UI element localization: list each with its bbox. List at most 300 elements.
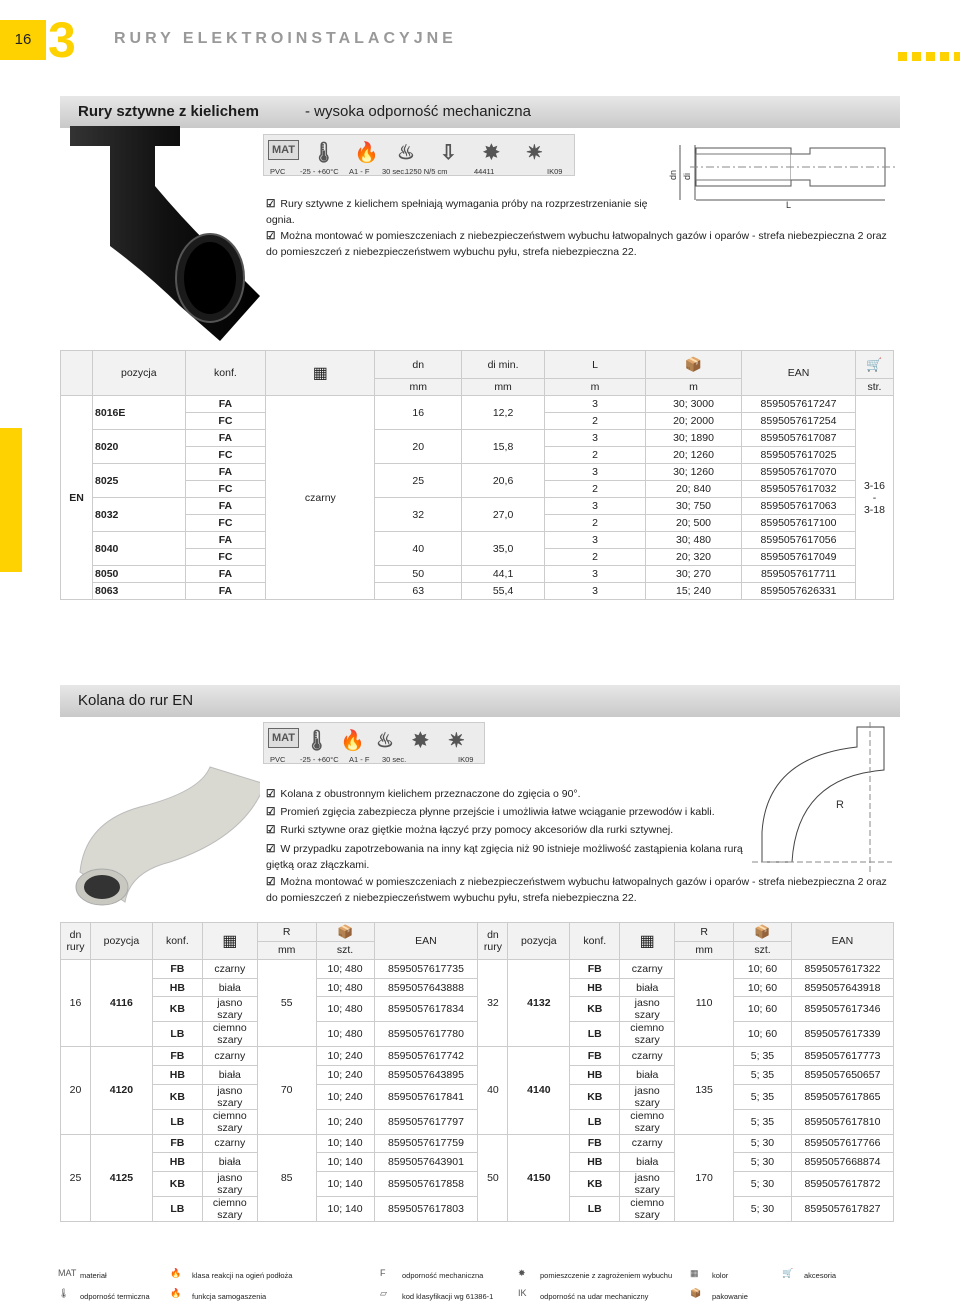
check-icon: ☑ <box>266 806 276 818</box>
color-cell: czarny <box>202 960 257 979</box>
table-row <box>61 1084 894 1109</box>
check-icon: ☑ <box>266 876 276 888</box>
section1-title: Rury sztywne z kielichem <box>78 103 259 120</box>
di-cell: 55,4 <box>462 583 545 600</box>
pipe-drawing <box>660 140 900 210</box>
config-cell: HB <box>152 1065 202 1084</box>
pipe-end <box>170 228 250 338</box>
bullet-item: ☑ Promień zgięcia zabezpiecza płynne przejście i umożliwia łatwe wciąganie przewodów i kabli. <box>266 806 715 818</box>
package-cell: 30; 270 <box>645 566 741 583</box>
length-cell: 3 <box>545 464 646 481</box>
ean-cell: 8595057617346 <box>791 997 893 1022</box>
length-label: L <box>786 200 792 210</box>
legend-label: kod klasyfikacji wg 61386-1 <box>402 1292 494 1301</box>
color-cell: biała <box>620 978 675 997</box>
package-cell: 5; 30 <box>734 1196 792 1221</box>
section-band <box>60 685 900 717</box>
length-cell: 3 <box>545 566 646 583</box>
color-icon: ▦ <box>312 365 328 382</box>
ean-cell: 8595057617780 <box>374 1022 478 1047</box>
ean-cell: 8595057617858 <box>374 1171 478 1196</box>
config-cell: KB <box>570 1171 620 1196</box>
table-row <box>61 396 894 413</box>
ean-cell: 8595057617322 <box>791 960 893 979</box>
color-cell: czarny <box>620 960 675 979</box>
length-cell: 2 <box>545 481 646 498</box>
header-square <box>954 52 960 61</box>
config-cell: FC <box>185 413 266 430</box>
position-cell: 8016E <box>93 396 186 430</box>
config-cell: LB <box>570 1022 620 1047</box>
legend-icon: ▱ <box>380 1288 387 1298</box>
dn-cell: 16 <box>61 960 91 1047</box>
header-square <box>898 52 907 61</box>
col-header: dn rury <box>478 923 508 960</box>
di-cell: 20,6 <box>462 464 545 498</box>
ean-cell: 8595057617810 <box>791 1109 893 1134</box>
table-row <box>61 464 894 481</box>
color-cell: ciemno szary <box>620 1022 675 1047</box>
package-cell: 10; 60 <box>734 1022 792 1047</box>
thermometer-icon: 🌡 <box>311 142 337 164</box>
ean-cell: 8595057617025 <box>742 447 856 464</box>
config-cell: LB <box>570 1196 620 1221</box>
config-cell: KB <box>152 997 202 1022</box>
color-cell: biała <box>620 1065 675 1084</box>
flame-self-extinguish-icon: ♨ <box>397 142 415 164</box>
position-cell: 4140 <box>508 1047 570 1134</box>
length-cell: 2 <box>545 549 646 566</box>
ean-cell: 8595057643918 <box>791 978 893 997</box>
icon-caption: IK09 <box>458 755 474 764</box>
col-header: L <box>545 351 646 379</box>
ean-cell: 8595057617827 <box>791 1196 893 1221</box>
position-cell: 4125 <box>90 1134 152 1221</box>
radius-cell: 135 <box>675 1047 734 1134</box>
bullet-item: ☑ W przypadku zapotrzebowania na inny kąt zgięcia niż 90 istnieje możliwość zastąpienia kolana rurą giętką oraz złączkami. <box>266 843 743 871</box>
col-header: konf. <box>570 923 620 960</box>
icon-caption: 44411 <box>474 167 495 176</box>
color-cell: jasno szary <box>202 1084 257 1109</box>
legend-label: pakowanie <box>712 1292 748 1301</box>
color-cell: czarny <box>620 1134 675 1153</box>
col-header: EAN <box>374 923 478 960</box>
check-icon: ☑ <box>266 843 276 855</box>
package-cell: 20; 320 <box>645 549 741 566</box>
dn-cell: 32 <box>375 498 462 532</box>
position-cell: 8020 <box>93 430 186 464</box>
ean-cell: 8595057617049 <box>742 549 856 566</box>
position-cell: 4132 <box>508 960 570 1047</box>
config-cell: FA <box>185 532 266 549</box>
package-cell: 5; 35 <box>734 1109 792 1134</box>
box-icon: 📦 <box>684 356 703 372</box>
ean-cell: 8595057617766 <box>791 1134 893 1153</box>
table-row <box>61 997 894 1022</box>
section-sidebar <box>0 428 22 572</box>
color-cell: biała <box>202 1065 257 1084</box>
position-cell: 8050 <box>93 566 186 583</box>
ean-cell: 8595057617056 <box>742 532 856 549</box>
package-cell: 30; 1260 <box>645 464 741 481</box>
package-cell: 15; 240 <box>645 583 741 600</box>
package-cell: 10; 240 <box>316 1047 374 1066</box>
radius-cell: 70 <box>257 1047 316 1134</box>
config-cell: KB <box>152 1171 202 1196</box>
legend-label: klasa reakcji na ogień podłoża <box>192 1271 293 1280</box>
color-cell: czarny <box>202 1047 257 1066</box>
bullet-item: ☑ Można montować w pomieszczeniach z niebezpieczeństwem wybuchu łatwopalnych gazów i oparów - strefa niebezpieczna 2 oraz do pomieszczeń z niebezpieczeństwem wybuchu pyłu, strefa niebezpieczna 22. <box>266 876 887 904</box>
position-cell: 4150 <box>508 1134 570 1221</box>
ean-cell: 8595057643895 <box>374 1065 478 1084</box>
ean-cell: 8595057643888 <box>374 978 478 997</box>
color-cell: biała <box>202 978 257 997</box>
ean-cell: 8595057617063 <box>742 498 856 515</box>
unit-header: mm <box>675 941 734 960</box>
col-header: dn <box>375 351 462 379</box>
length-cell: 3 <box>545 498 646 515</box>
mat-icon: MAT <box>268 728 299 748</box>
section1-subtitle: - wysoka odporność mechaniczna <box>305 103 531 120</box>
bullet-item: ☑ Można montować w pomieszczeniach z niebezpieczeństwem wybuchu łatwopalnych gazów i oparów - strefa niebezpieczna 2 oraz do pomieszczeń z niebezpieczeństwem wybuchu pyłu, strefa niebezpieczna 22. <box>266 230 887 258</box>
table-row <box>61 960 894 979</box>
config-cell: HB <box>570 1065 620 1084</box>
package-cell: 10; 240 <box>316 1065 374 1084</box>
legend-label: odporność termiczna <box>80 1292 150 1301</box>
ean-cell: 8595057617100 <box>742 515 856 532</box>
package-cell: 5; 30 <box>734 1134 792 1153</box>
length-cell: 2 <box>545 447 646 464</box>
ean-cell: 8595057617773 <box>791 1047 893 1066</box>
package-cell: 10; 240 <box>316 1084 374 1109</box>
config-cell: LB <box>152 1022 202 1047</box>
package-cell: 20; 840 <box>645 481 741 498</box>
mat-icon: MAT <box>268 140 299 160</box>
config-cell: KB <box>570 997 620 1022</box>
check-icon: ☑ <box>266 824 276 836</box>
header-square <box>912 52 921 61</box>
color-cell: ciemno szary <box>202 1196 257 1221</box>
config-cell: FB <box>152 1047 202 1066</box>
config-cell: HB <box>570 1153 620 1172</box>
table-row <box>61 532 894 549</box>
color-cell: czarny <box>266 396 375 600</box>
icon-caption: 30 sec. <box>382 755 407 764</box>
col-header: R <box>257 923 316 942</box>
ean-cell: 8595057617735 <box>374 960 478 979</box>
length-cell: 3 <box>545 532 646 549</box>
col-header: R <box>675 923 734 942</box>
package-cell: 10; 140 <box>316 1171 374 1196</box>
col-header: EAN <box>742 351 856 396</box>
package-cell: 5; 30 <box>734 1153 792 1172</box>
ean-cell: 8595057617759 <box>374 1134 478 1153</box>
package-cell: 5; 30 <box>734 1171 792 1196</box>
color-cell: jasno szary <box>620 1171 675 1196</box>
package-cell: 10; 240 <box>316 1109 374 1134</box>
package-cell: 10; 480 <box>316 1022 374 1047</box>
legend-label: odporność mechaniczna <box>402 1271 484 1280</box>
di-cell: 27,0 <box>462 498 545 532</box>
table-row <box>61 583 894 600</box>
dn-cell: 16 <box>375 396 462 430</box>
table-row <box>61 430 894 447</box>
icon-caption: PVC <box>270 167 286 176</box>
chapter-number: 3 <box>48 12 76 68</box>
table-row <box>61 1047 894 1066</box>
box-icon: 📦 <box>336 923 354 939</box>
unit-header: m <box>545 379 646 396</box>
config-cell: LB <box>570 1109 620 1134</box>
legend-icon: ▦ <box>690 1268 699 1278</box>
table-row <box>61 1171 894 1196</box>
radius-cell: 170 <box>675 1134 734 1221</box>
col-header: pozycja <box>90 923 152 960</box>
config-cell: FA <box>185 498 266 515</box>
legend-label: odporność na udar mechaniczny <box>540 1292 649 1301</box>
icon-caption: 30 sec. <box>382 167 407 176</box>
legend-icon: MAT <box>58 1268 77 1278</box>
col-header: konf. <box>185 351 266 396</box>
table-row <box>61 566 894 583</box>
radius-cell: 55 <box>257 960 316 1047</box>
position-cell: 8032 <box>93 498 186 532</box>
package-cell: 20; 2000 <box>645 413 741 430</box>
table-row <box>61 1022 894 1047</box>
ean-cell: 8595057617841 <box>374 1084 478 1109</box>
legend-icon: ✸ <box>518 1268 526 1278</box>
dn-cell: 50 <box>375 566 462 583</box>
bullet-item: ☑ Rurki sztywne oraz giętkie można łączyć przy pomocy akcesoriów dla rurki sztywnej. <box>266 824 674 836</box>
table-row <box>61 1109 894 1134</box>
dn-cell: 32 <box>478 960 508 1047</box>
flame-icon: 🔥 <box>340 730 365 752</box>
color-cell: jasno szary <box>620 1084 675 1109</box>
ean-cell: 8595057617742 <box>374 1047 478 1066</box>
ean-cell: 8595057668874 <box>791 1153 893 1172</box>
unit-header: mm <box>257 941 316 960</box>
col-header: di min. <box>462 351 545 379</box>
package-cell: 20; 1260 <box>645 447 741 464</box>
col-header: konf. <box>152 923 202 960</box>
table-row <box>61 1153 894 1172</box>
ean-cell: 8595057617339 <box>791 1022 893 1047</box>
ean-cell: 8595057617803 <box>374 1196 478 1221</box>
ean-cell: 8595057617711 <box>742 566 856 583</box>
package-header <box>316 923 374 942</box>
explosion-icon: ✸ <box>483 142 500 164</box>
legend-label: materiał <box>80 1271 107 1280</box>
config-cell: FA <box>185 566 266 583</box>
elbow-drawing <box>752 722 892 872</box>
di-cell: 12,2 <box>462 396 545 430</box>
section2-title: Kolana do rur EN <box>78 692 194 709</box>
color-icon: ▦ <box>222 933 238 951</box>
ean-cell: 8595057617070 <box>742 464 856 481</box>
config-cell: FB <box>570 960 620 979</box>
dn-cell: 40 <box>478 1047 508 1134</box>
ean-cell: 8595057617865 <box>791 1084 893 1109</box>
config-cell: FC <box>185 515 266 532</box>
config-cell: HB <box>152 1153 202 1172</box>
check-icon: ☑ <box>266 198 276 210</box>
color-cell: czarny <box>202 1134 257 1153</box>
ean-cell: 8595057650657 <box>791 1065 893 1084</box>
package-cell: 10; 140 <box>316 1153 374 1172</box>
color-cell: ciemno szary <box>620 1109 675 1134</box>
package-cell: 5; 35 <box>734 1065 792 1084</box>
position-cell: 4116 <box>90 960 152 1047</box>
impact-icon: ✷ <box>448 730 465 752</box>
legend-icon: 🔥 <box>170 1288 182 1298</box>
section-band <box>60 96 900 128</box>
radius-label: R <box>836 799 844 811</box>
page-number: 16 <box>0 20 46 60</box>
position-cell: 8025 <box>93 464 186 498</box>
bullet-item: ☑ Kolana z obustronnym kielichem przeznaczone do zgięcia o 90°. <box>266 788 581 800</box>
di-cell: 44,1 <box>462 566 545 583</box>
explosion-icon: ✸ <box>412 730 429 752</box>
legend-icon: 🌡 <box>58 1288 70 1298</box>
config-cell: FC <box>185 549 266 566</box>
ean-cell: 8595057617247 <box>742 396 856 413</box>
length-cell: 3 <box>545 583 646 600</box>
pipe-table <box>60 350 894 600</box>
di-cell: 15,8 <box>462 430 545 464</box>
config-cell: HB <box>152 978 202 997</box>
header-square <box>926 52 935 61</box>
ean-cell: 8595057617032 <box>742 481 856 498</box>
ean-cell: 8595057626331 <box>742 583 856 600</box>
box-icon: 📦 <box>754 923 771 939</box>
section-title: RURY ELEKTROINSTALACYJNE <box>114 30 457 47</box>
color-cell: ciemno szary <box>202 1022 257 1047</box>
unit-header: mm <box>375 379 462 396</box>
dn-cell: 40 <box>375 532 462 566</box>
table-row <box>61 978 894 997</box>
icon-caption: PVC <box>270 755 286 764</box>
color-cell: ciemno szary <box>620 1196 675 1221</box>
radius-cell: 85 <box>257 1134 316 1221</box>
flame-icon: 🔥 <box>354 142 379 164</box>
color-header <box>266 351 375 396</box>
config-cell: FB <box>570 1134 620 1153</box>
flame-self-extinguish-icon: ♨ <box>376 730 394 752</box>
dn-cell: 25 <box>61 1134 91 1221</box>
package-cell: 5; 35 <box>734 1047 792 1066</box>
package-cell: 20; 500 <box>645 515 741 532</box>
position-cell: 4120 <box>90 1047 152 1134</box>
table-row <box>61 1065 894 1084</box>
color-cell: ciemno szary <box>202 1109 257 1134</box>
package-cell: 10; 480 <box>316 997 374 1022</box>
color-cell: jasno szary <box>202 997 257 1022</box>
config-cell: FB <box>152 1134 202 1153</box>
icon-caption: IK09 <box>547 167 563 176</box>
package-cell: 10; 140 <box>316 1196 374 1221</box>
elbow-photo <box>60 762 260 922</box>
icon-caption: A1 - F <box>349 167 370 176</box>
package-cell: 30; 1890 <box>645 430 741 447</box>
length-cell: 2 <box>545 413 646 430</box>
legend-icon: 🔥 <box>170 1268 182 1278</box>
config-cell: FB <box>570 1047 620 1066</box>
dn-cell: 63 <box>375 583 462 600</box>
elbow-table <box>60 922 894 1222</box>
color-icon: ▦ <box>639 933 655 951</box>
config-cell: KB <box>570 1084 620 1109</box>
thermometer-icon: 🌡 <box>304 730 330 752</box>
col-header: pozycja <box>508 923 570 960</box>
package-cell: 10; 480 <box>316 978 374 997</box>
ean-cell: 8595057617254 <box>742 413 856 430</box>
package-header <box>734 923 792 942</box>
length-cell: 2 <box>545 515 646 532</box>
config-cell: KB <box>152 1084 202 1109</box>
ean-cell: 8595057643901 <box>374 1153 478 1172</box>
unit-header: mm <box>462 379 545 396</box>
legend-icon: 📦 <box>690 1288 702 1298</box>
dn-cell: 20 <box>61 1047 91 1134</box>
cart-icon: 🛒 <box>866 356 883 372</box>
icon-caption: -25 - +60°C <box>300 167 339 176</box>
package-cell: 10; 60 <box>734 997 792 1022</box>
color-cell: biała <box>202 1153 257 1172</box>
impact-icon: ✷ <box>526 142 543 164</box>
package-cell: 5; 35 <box>734 1084 792 1109</box>
color-cell: czarny <box>620 1047 675 1066</box>
icon-caption: A1 - F <box>349 755 370 764</box>
unit-header: szt. <box>316 941 374 960</box>
legend-label: kolor <box>712 1271 729 1280</box>
package-cell: 10; 480 <box>316 960 374 979</box>
ean-cell: 8595057617087 <box>742 430 856 447</box>
icon-caption: -25 - +60°C <box>300 755 339 764</box>
header-square <box>940 52 949 61</box>
unit-header: str. <box>855 379 893 396</box>
norm-header <box>61 351 93 396</box>
accessory-header <box>855 351 893 379</box>
package-cell: 30; 750 <box>645 498 741 515</box>
package-cell: 30; 480 <box>645 532 741 549</box>
config-cell: FC <box>185 447 266 464</box>
di-label: di <box>682 172 692 180</box>
dn-cell: 50 <box>478 1134 508 1221</box>
col-header: pozycja <box>93 351 186 396</box>
legend-label: pomieszczenie z zagrożeniem wybuchu <box>540 1271 673 1280</box>
table-row <box>61 498 894 515</box>
package-cell: 10; 140 <box>316 1134 374 1153</box>
ean-cell: 8595057617872 <box>791 1171 893 1196</box>
color-cell: jasno szary <box>620 997 675 1022</box>
config-cell: FA <box>185 430 266 447</box>
force-icon: ⇩ <box>440 142 457 164</box>
check-icon: ☑ <box>266 230 276 242</box>
config-cell: FA <box>185 396 266 413</box>
color-cell: jasno szary <box>202 1171 257 1196</box>
config-cell: FA <box>185 464 266 481</box>
di-cell: 35,0 <box>462 532 545 566</box>
unit-header: m <box>645 379 741 396</box>
config-cell: FA <box>185 583 266 600</box>
package-cell: 10; 60 <box>734 960 792 979</box>
config-cell: LB <box>152 1196 202 1221</box>
ean-cell: 8595057617797 <box>374 1109 478 1134</box>
check-icon: ☑ <box>266 788 276 800</box>
package-cell: 10; 60 <box>734 978 792 997</box>
config-cell: HB <box>570 978 620 997</box>
color-cell: biała <box>620 1153 675 1172</box>
